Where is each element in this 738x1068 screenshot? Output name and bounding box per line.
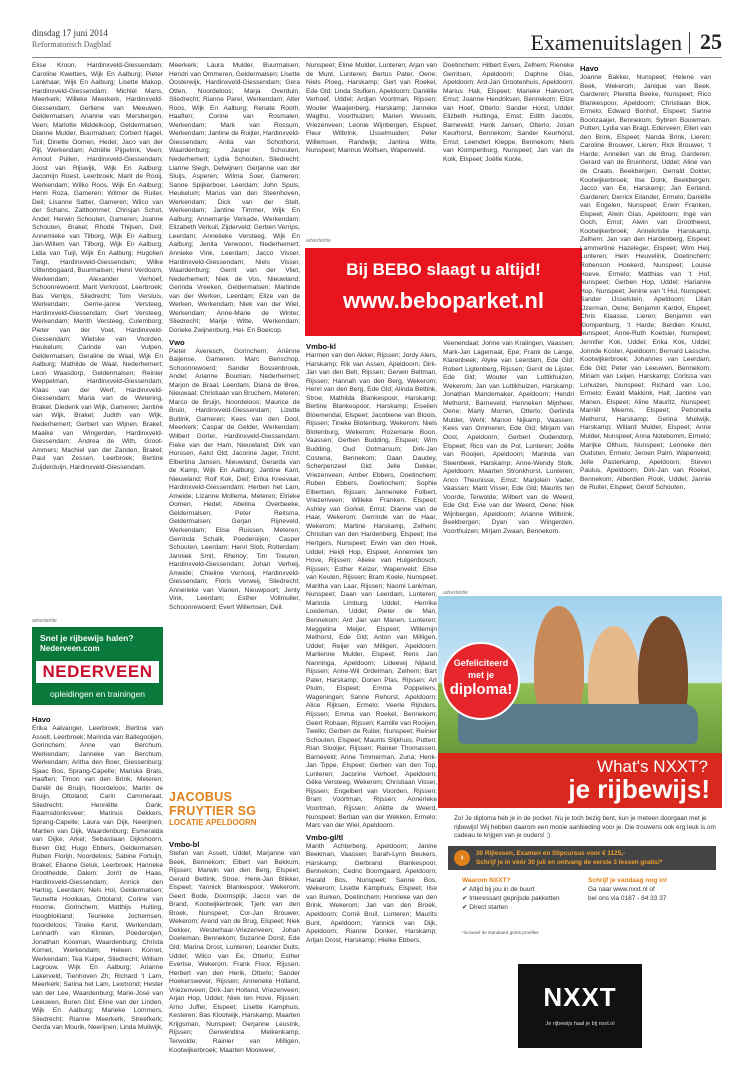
ad-website: www.beboparket.nl <box>343 288 544 313</box>
results-list: Stefan van Asselt, Uddel; Marjanne van Beek, Bennekom; Elbert van Bekkum, Rijssen; Marwin van den Berg, Elspeet; Gerard Bettink, Stroe; Henk-Jan Blikker, Elspeet; Yannick Blankespoor, Wekerom; Geert Bode, Doornspijk; Jacco van de Brand, Kootwijkerbroek; Tjerk van den Broek, Nunspeet; Cor-Jan Brouwer, Wekerom; Arend van de Brug, Elspeet; Niek Dekker, Westerhaar-Vriezenveen; Johan Doeleman, Bennekom; Suzanne Dorst, Ede Gld; Marina Drost, Lunteren; Leander Duits, Uddel; Wilco van Ee, Otterlo; Esther Evertse, Wekerom; Frank Floor, Rijssen; Herbert van den Herik, Otterlo; Sander Hoekerswever, Rijssen; Annerieke Holland, Vriezenveen; Dirk-Jan Holland, Vriezenveen; Arjan Hop, Uddel; Niek ten Hove, Rijssen; Arno Juffer, Elspeet; Lisette Kamphuis, Kesteren; Bas Klootwijk, Harskamp; Maarten Krijgsman, Nunspeet; Gerjanne Leusink, Rijssen; Gerwendina Meikenkamp, Terwolde; Rainier van Milligen, Kootwijkerbroek; Maarten Mooiweer, <box>169 850 300 1054</box>
ad-intro: Zo! Je diploma heb je in de pocket. Nu je toch bezig bent, kun je meteen doorgaan met je rijbewijs! Wij hebben daarom een mooie aanbieding voor je. Die trouwens ook erg leuk is om cadeau te krijgen van je ouders! ;) <box>454 815 716 839</box>
ad-headline: Snel je rijbewijs halen? <box>40 633 134 643</box>
section-heading: Vmbo-kl <box>306 342 336 351</box>
why-item: ✔ Altijd bij jou in de buurt <box>462 886 535 893</box>
logo-tagline: Je rijbewijs haal je bij nxxt.nl <box>545 1021 615 1027</box>
column-3-vmbo-kl <box>306 340 437 1064</box>
divider <box>689 32 690 54</box>
column-3 <box>306 62 437 228</box>
ad-label: advertentie <box>32 618 57 624</box>
signup-website[interactable]: Ga naar www.nxxt.nl of <box>588 886 655 893</box>
column-1-havo <box>32 713 163 1065</box>
section-heading: Vmbo-gl/tl <box>306 832 344 842</box>
promo-line-1: 30 Rijlessen, Examen en Slipcursus voor € 1125,- <box>476 850 626 857</box>
bebo-ad[interactable] <box>305 248 582 336</box>
newspaper-name: Reformatorisch Dagblad <box>32 40 111 49</box>
results-list: Doetinchem; Hilbert Evers, Zelhem; Rieneke Gerritsen, Apeldoorn; Daphne Glas, Apeldoorn; Ard-Jan Grootenhuis, Apeldoorn; Marius Hak, Elspeet; Marieke Hakvoort, Emst; Joanne Hendriksen, Bennekom; Elize van Hoef, Otterlo; Sander Horst, Uddel; Elizbeth Huttinga, Emst; Edith Jacobs, Barneveld; Henk Jansen, Otterlo; Josan Keurhorst, Bennekom; Sander Keurhorst, Emst; Leendert Kleppe, Bennekom; Niels van Klompenburg, Nunspeet; Jan van de Kolk, Elspeet; Joëlle Koole, <box>443 62 574 164</box>
ad-website: Nederveen.com <box>40 644 100 653</box>
logo-text: NXXT <box>543 982 617 1012</box>
why-item: ✔ Interessant geprijsde pakketten <box>462 895 560 902</box>
ad-banner <box>438 753 722 808</box>
date: dinsdag 17 juni 2014 <box>32 28 108 38</box>
promo-box <box>448 846 716 870</box>
column-5 <box>580 62 711 612</box>
ad-headline: Bij BEBO slaagt u altijd! <box>346 260 541 279</box>
school-name: JACOBUS <box>169 790 233 804</box>
nederveen-ad[interactable] <box>32 627 163 705</box>
column-2-vmbo-bl <box>169 838 300 1064</box>
results-list: Marith Achterberg, Apeldoorn; Janine Beekman, Vaassen; Sarah-Lynn Beukers, Harskamp; Gerbrand Blankespoor, Bennekom; Cedric Boomgaard, Apeldoorn; Harald Bos, Nunspeet; Sanne Bos, Wekerom; Lisette Kamphuis, Elspeet; Ilse van Burken, Doetinchem; Henrieke van den Brink, Wekerom; Jari van den Broek, Apeldoorn; Cornë Bruil, Lunteren; Maurits Bunt, Apeldoorn; Yannick van Dijk, Apeldoorn; Rianne Donker, Harskamp; Artjan Drost, Harskamp; Hielke Ebbers, <box>306 842 437 944</box>
nxxt-ad[interactable] <box>438 596 722 1062</box>
why-list <box>462 876 582 912</box>
results-list: Meerkerk; Laura Mulder, Buurmalsen; Hendri van Ommeren, Geldermalsen; Lisette Oosterwijk, Hardinxveld-Giessendam; Gera Otten, Noordeloos; Marja Overduin, Sliedrecht; Rianne Parel, Werkendam; Alter Roos, Wijk En Aalburg; Renate Rooth, Haaften; Corine van Rosmalen, Werkendam; Mark van Rossum, Werkendam; Jantine de Ruijter, Hardinxveld-Giessendam; Anita van Schothorst, Waardenburg; Jasper Schouten, Nederhemert; Lydia Schouten, Sliedrecht; Lianne Slegh, Delwijnen; Gerjanne van der Sluijs, Asperen; Wilma Soer, Gameren; Sanne Spijkerboer, Leerdam; John Spuls, Heukelum; Marius van den Steenhoven, Werkendam; Dick van der Stelt, Werkendam; Jantine Timmer, Wijk En Aalburg; Annemarije Verkade, Werkendam; Elizabeth Verkuil, Zijderveld; Gerben Verrips, Leerdam; Annelieke Versteeg, Wijk En Aalburg; Jenita Verwoorn, Nederhemert; Annieke Vink, Leerdam; Jacco Visser, Hardinxveld-Giessendam; Niels Visser, Waardenburg; Gerrit van der Vliet, Nederhemert; Niek de Vos, Nieuwland; Gerinda Vreeken, Geldermalsen; Marlinde van der Werken, Leerdam; Elize van de Werken, Werkendam; Niek van der Wiel, Werkendam; Anne-Marie de Winter, Sliedrecht; Marije Witte, Werkendam; Dorieke Zwijnenburg, Hei- En Boeicop. <box>169 62 300 334</box>
column-2 <box>169 62 300 784</box>
results-list: Nunspeet; Eline Mulder, Lunteren; Arjan van de Munt, Lunteren; Bertus Pater, Oene; Niels Ploeg, Harskamp; Gert van Roekel, Ede Gld; Linda Stufken, Apeldoorn; Daniëlle Verhoef, Uddel; Ardjan Voortman, Rijssen; Wouter Waaijenberg, Harskamp; Janneke Wagtho, Voorthuizen; Marien Wessels, Vriezenveen; Leonie Wijnbergen, Elspeet; Fleur Wilbrink, IJsselmuiden; Peter Willemsen, Randwijk; Jantina Witte, Nunspeet; Marinus Wolfsen, Wapenveld. <box>306 62 437 155</box>
section-heading: Havo <box>32 715 51 724</box>
signup-phone[interactable]: bel ons via 0187 - 84 33 37 <box>588 895 667 902</box>
nxxt-logo[interactable] <box>518 964 642 1048</box>
signup-info <box>588 876 718 903</box>
footnote: *inclusief de standaard gratis proefles <box>462 930 539 935</box>
column-1 <box>32 62 163 614</box>
badge-line-3: diploma! <box>449 681 513 698</box>
ad-tagline: opleidingen en trainingen <box>50 689 145 699</box>
ad-label: advertentie <box>443 590 468 596</box>
badge-line-2: met je <box>467 670 494 680</box>
banner-headline: je rijbewijs! <box>568 774 710 804</box>
page-header <box>32 28 722 58</box>
banner-question: What's NXXT? <box>597 757 708 776</box>
results-list: Pieter Averesch, Gorinchem; Ariënne Baijense, Gameren; Marc Benschop, Schoonrewoerd; Sander Bossenbroek, Andel; Arianne Bouman, Nederhemert; Marjon de Braal, Leerdam; Diana de Bree, Nieuwaal; Christiaan van Bruchem, Meteren; Marco de Bruijn, Noordeloos; Maurice de Bruin, Hardinxveld-Giessendam; Lizette Buitink, Gameren; Kees van den Dool, Meerkerk; Caspar de Gelder, Werkendam; Wilbert Gorter, Hardinxveld-Giessendam; Fieke van der Ham, Nieuwland; Dirk van Horssen, Aalst Gld; Jacorine Jager, Tricht; Elbertina Jansen, Nieuwland; Gerarda van de Kamp, Wijk En Aalburg; Jantine Kant, Nieuwland; Rolf Kok, Deil; Erika Kreevaar, Hardinxveld-Giessendam; Herben het Lam, Ameide; Lizanne Mollema, Meteren; Elrieke Oomen, Hedel; Abelina Overbeeke, Geldermalsen; Peter Reitsma, Geldermalsen; Gerjan Rijneveld, Werkendam; Elise Ruissen, Meteren; Gerrinda Schalk, Poederoijen; Casper Schouten, Leerdam; Henri Slob, Rotterdam; Janniek Smit, Rhenoy; Tim Treuren, Hardinxveld-Giessendam; Johan Verheij, Ameide; Chieline Vernooij, Hardinxveld-Giessendam; Floris Verweij, Sliedrecht; Annerieke van Vianen, Nieuwpoort; Jenty Vink, Leerdam; Esther Vollmuller, Schoonrewoerd; Evert Willemsen, Deil. <box>169 347 300 611</box>
results-list: Harmen van den Akker, Rijssen; Jordy Alers, Harskamp; Rik van Assen, Apeldoorn; Dirk-Jan van den Belt, Rijssen; Gerwin Beltman, Rijssen; Hannah van den Berg, Wekerom; Henri van den Berg, Ede Gld; Alinda Bettink, Stroe; Mathilda Blankespoor, Harskamp; Bertine Blankespoor, Harskamp; Eiselien Bloemendal, Elspeet; Jacobiene van Bloois, Rijssen; Tineke Blotenburg, Wekerom; Niels Blotenburg, Wekerom; Rozemarie Boon, Vaassen; Gerben Budding, Elspeet; Wim Budding, Oud Ootmarsum; Dirk-Jan Costena, Bennekom; Daan Daudey, Scherpenzeel Gld; Jelle Dekker, Vriezenveen; Amber Ebbers, Doetinchem; Ruben Ebbers, Doetinchem; Sophie Elbertsen, Rijssen; Janneneke Folbert, Vriezenveen; Willeke Franken, Elspeet; Ashley van Gorkel, Emst; Dianne van de Haar, Wekerom; Gerrinde van de Haar, Wekerom; Martine Harskamp, Zelhem; Christian van den Hardenberg, Elspeet; Ilse Hertgers, Nunspeet; Erwin van den Hoek, Uddel; Heidi Hop, Elspeet; Annemiek ten Hove, Rijssen; Alieke van Huigenbosch, Rijssen; Esther Keizer, Wapenveld; Elise van Keulen, Rijssen; Bram Koele, Nunspeet; Maritha van Laar, Rijssen; Naomi Lankman, Nunspeet; Daan van Leerdam, Lunteren; Marinda Limburg, Uddel; Henrike Loedeman, Uddel; Pieter de Man, Bennekom; Ard Jan van Manen, Lunteren; Meggelina Meijer, Elspeet; Willemijn Methorst, Ede Gld; Anton van Milligen, Uddel; Reijer van Milligen, Apeldoorn; Marlienne Mulder, Elspeet; Rens Jan Nanninga, Apeldoorn; Lideewij Nijland, Rijssen; Anne-Wil Ordelman, Zelhem; Bart Pater, Harskamp; Dorien Plas, Rijssen; Art Pluim, Elspeet; Emma Poppeliers, Wageningen; Sanne Rehorst, Apeldoorn; Alice Rijksen, Ermelo; Veerle Rijnders, Rijssen; Emma van Roekel, Bennekom; Geert Rohaan, Rijssen; Kamille van Rooijen, Twello; Gerben de Ruiter, Nunspeet; Reinier Schouten, Elspeet; Maurits Slijkhuis, Putten; Rian Slooijer, Rijssen; Reinier Thomassen, Barneveld; Anne Timmerman, Zuna; Henk-Jan Tippe, Elspeet; Gerben van den Top, Lunteren; Jacorine Verhoef, Apeldoorn; Gëke Versteeg, Wekerom; Christiaan Visser, Rijssen; Engelbert van Voorden, Rijssen; Bram Voortman, Rijssen; Annerieke Voortman, Rijssen; Ariëtte de Weerd, Nunspeet; Bertian van der Wekken, Ermelo; Marc van der Wiel, Apeldoorn. <box>306 352 437 830</box>
why-item: ✔ Direct starten <box>462 904 508 911</box>
school-location: LOCATIE APELDOORN <box>169 818 257 827</box>
page-number: 25 <box>700 29 722 54</box>
section-heading: Vmbo-bl <box>169 840 200 849</box>
signup-heading: Schrijf je vandaag nog in! <box>588 877 668 884</box>
arrow-icon: › <box>454 850 470 866</box>
why-heading: Waarom NXXT? <box>462 877 511 884</box>
school-name-2: FRUYTIER SG <box>169 804 257 818</box>
column-4b <box>443 340 574 585</box>
results-list: Joanne Bakker, Nunspeet; Helene van Beek, Wekerom; Janique van Beek, Garderen; Pleretta Beeke, Nunspeet; Rico Blankespoor, Apeldoorn; Christiaan Blok, Ermelo; Edward Bonhof, Elspeet; Sanne Boonzaaijer, Bennekom; Sybren Bouwman, Putten; Lydia van Bragt, Ederveen; Ellen van den Brink, Elspeet; Nanda Brink, Lieren; Caroline Brouwer, Lieren; Rick Brouwer, 't Harde; Annelien van de Brug, Garderen; Gerard van de Bruinhorst, Uddel; Aline van de Craats, Beekbergen; Gerrald Dokter, Kootwijkerbroek; Ilse Donk, Beekbergen; Jacco van Ee, Harskamp; Jan Eerland, Garderen; Derrick Eilander, Ermelo; Daniëlle van Engelen, Nunspeet; Erwin Franken, Elspeet; Alwin Glas, Apeldoorn; Inge van Goch, Emst; Alwin van Grootheest, Kootwijkerbroek; Annekristie Hanskamp, Zelhem; Jan van den Hardenberg, Elspeet; Lammertine Hazeleger, Elspeet; Wim Heij, Lunteren; Hein Heuvelink, Doetinchem; Robenson Hoekerd, Nunspeet; Louise Hoeve, Ermelo; Matthias van 't Hof, Nunspeet; Gerben Hop, Uddel; Harianne Hop, Nunspeet; Jenine van 't Hul, Nunspeet; Sander IJsselstein, Apeldoorn; Lilian IJzerman, Oene; Benjamin Kardol, Elspeet; Chris Klaasse, Lieren; Benjamin van Klompenburg, 't Harde; Berdien Knulst, Nunspeet; Anne-Ruth Koetsier, Nunspeet; Jennifer Kok, Uddel; Erika Kok, Uddel; Jorinde Koster, Apeldoorn; Bernard Lassche, Kootwijkerbroek; Johannes van Leerdam, Ede Gld; Peter van Leeuwen, Bennekom; Miriam van Leijen, Harskamp; Corlissa van Lohuizen, Nunspeet; Richard van Loo, Ermelo; Ewald Makkink, Hall; Jantine van Manen, Elspeet; Aline Mauritz, Nunspeet; Marriët Meems, Elspeet; Petronella Methorst, Harskamp; Gerina Muilwijk, Harskamp; Willard Mulder, Elspeet; Anne Mulder, Nunspeet; Anna Notebomm, Ermelo; Marijke Olthuis, Nunspeet; Lenneke den Oudsten, Ermelo; Jeroen Palm, Wapenveld; Jelle Pasterkamp, Apeldoorn; Steven Paulus, Apeldoorn; Dirk-Jan van Roekel, Bennekom; Alberdien Rook, Uddel; Jannie de Ruiter, Elspeet; Gerolf Schouten, <box>580 74 711 492</box>
nederveen-logo: NEDERVEEN <box>36 661 159 683</box>
school-heading <box>169 790 300 827</box>
ad-label: advertentie <box>306 238 331 244</box>
section-heading: Havo <box>580 64 599 73</box>
section-heading: Vwo <box>169 337 185 347</box>
column-4 <box>443 62 574 228</box>
section-title: Examenuitslagen <box>530 30 682 55</box>
results-list: Elise Kroon, Hardinxveld-Giessendam; Caroline Kwetters, Wijk En Aalburg; Pieter Lankhaar, Wijk En Aalburg; Lisette Makop, Hardinxveld-Giessendam; Michiel Mans, Meerkerk; Willeke Meerkerk, Hardinxveld-Giessendam; Gerliene van Meeuwen, Geldermalsen; Arianne van Mersbergen, Veen; Marlotte Middelkoop, Geldermalsen; Dianne Mulder, Buurmalsen; Corbert Nagel, Tuil; Dinette Oomen, Hedel; Jaco van der Pijl, Werkendam; Adriëlle Pijpelink, Veen; Arnout Pullen, Hardinxveld-Giessendam; Joost van Rijswijk, Wijk En Aalburg; Jacomijn Roest, Leerbroek; Marit de Rooij, Werkendam; Wilko Roos, Wijk En Aalburg; Henri Roza, Gameren; Wilmer de Ruiter, Deil; Lisanne Satter, Gameren; Wilco van der Schans, Zaltbommel; Chrisjan Schot, Andel; Herwin Schouten, Gameren; Joanne Schouten, Brakel; Rhodé Thijsen, Deil; Annemieke van Tilborg, Wijk En Aalburg; Jan-Willem van Tilborg, Wijk En Aalburg; Lidia van Tuijl, Wijk En Aalburg; Hugolien Twigt, Hardinxveld-Giessendam; Wilke Uittenbogaard, Buurmalsen; Henri Verdoorn, Werkendam; Alexander Verhoef, Schoonrewoerd; Marit Verkroost, Leerbroek; Bas Verrips, Sliedrecht; Tom Versluis, Werkendam; Gerrie-janne Versteeg, Hardinxveld-Giessendam; Gert Versteeg, Werkendam; Merith Versteeg, Culemborg; Pieter van der Voet, Hardinxveld-Giessendam; Wietske van Voorden, Heukelum; Carinde van Vulpen, Geldermalsen; Geraline de Waal, Wijk En Aalburg; Mathilde de Waal, Nederhemert; Leon Waasdorp, Geldermalsen; Reinier Weppelman, Hardinxveld-Giessendam; Klaas van der Werf, Hardinxveld-Giessendam; Maria van de Wetering, Brakel; Diederik van Wijk, Gameren; Jantine van Wijk, Brakel; Judith van Wijk, Nederhemert; Gerbert van Wijnen, Brakel; Maaike van Wingerden, Hardinxveld-Giessendam; Andrea de With, Groot-Ammers; Machiel van der Zanden, Brakel; Paul van Zessen, Leerbroek; Bertine Zuijderduijn, Hardinxveld-Giessendam. <box>32 62 163 471</box>
results-list: Veenendaal; Jorine van Kralingen, Vaassen; Mark-Jan Lagemaat, Epe; Frank de Lange, Klarenbeek; Alyke van Leerdam, Ede Gld; Robert Ligtenberg, Rijssen; Gerrit de Lijster, Ede Gld; Wouter van Luttikhuizen, Wekerom; Jan van Luttikhuizen, Harskamp; Jonathan Mandemaker, Apeldoorn; Hendri Methorst, Barneveld; Henneken Mijnheer, Oene; Marty Morren, Otterlo; Gerlinda Mulder, Wehl; Manon Nijkamp, Vaassen; Kees van Ommeren, Ede Gld; Mirjam van Oost, Apeldoorn; Gerbert Oudendorp, Elspeet; Rico van de Pol, Lunteren; Joëlle van Rooijen, Apeldoorn; Marinda van Steenbeek, Harskamp; Anne-Wendy Stolk, Apeldoorn; Maarten Stronkhorst, Lunteren; Anco Theunisse, Emst; Marjolein Vader, Vaassen; Marit Visser, Ede Gld; Maurits ten Voorde, Terwolde; Wilbert van de Weerd, Ede Gld; Evie van der Weerd, Oene; Niek Wijnbergen, Apeldoorn; Arianne Wilbrink, Beekbergen; Dyan van Wingerden, Voorthuizen; Mirjam Zwaan, Bennekom. <box>443 340 574 536</box>
badge-line-1: Gefeliciteerd <box>453 658 509 668</box>
promo-line-2: Schrijf je in vóór 30 juli en ontvang de eerste 3 lessen gratis!* <box>476 859 663 866</box>
congrats-badge <box>442 642 520 720</box>
results-list: Erika Aalvanger, Leerbroek; Bertina van Asselt, Leerbroek; Marinda van Ballegooijen, Gorinchem; Anne van Berchum, Werkendam; Janneke van Berchum, Werkendam; Aritha den Boer, Giessenburg; Sjaac Bos, Sprang-Capelle; Mariska Brals, Haaften; Timon van den Brink, Meteren; Daniël de Bruijn, Noordeloos; Martin de Bruijn, Ottoland; Carin Cammeraat, Sliedrecht; Henriëtte Dank, Raamsdonksveer; Marinus Dekkers, Sprang-Capelle; Laura van Dijk, Neerijnen; Martien van Dijk, Waardenburg; Esmeralda van Dijke, Arkel; Sebastiaan Dijkshoorn, Buren Gld; Hugo Ebbers, Geldermalsen; Ruben Florijn, Noordeloos; Sabine Fortuijn, Brakel; Elianne Geluk, Leerbroek; Hanneke Groothedde, Dalem; Jorrit de Haas, Hardinxveld-Giessendam; Annick den Hartog, Leerdam; Nels Hol, Geldermalsen; Teunette Hooikaas, Ottoland; Corine van Hoorne, Gorinchem; Matthijs Huiting, Hoogblokland; Teunieke Jochemsen, Noordeloos; Tineke Kerst, Werkendam; Lennarth van Klinken, Poederoijen; Jonathan Kooiman, Waardenburg; Christa Kornet, Werkendam; Heleen Kornet, Werkendam; Tea Kuiper, Sliedrecht; William Lagrouw, Wijk En Aalburg; Arianne Lakerveld, Tienhoven Zh; Richard 't Lam, Meerkerk; Sarina het Lam, Lexmond; Hester van der Lee, Waardenburg; Marie-José van Leeuwen, Buren Gld; Eline van der Linden, Wijk En Aalburg; Marieke Lommers, Sliedrecht; Rianne Meerkerk, Streefkerk; Gerda van Mourik, Neerijnen; Linda Muilwijk, <box>32 725 163 1032</box>
